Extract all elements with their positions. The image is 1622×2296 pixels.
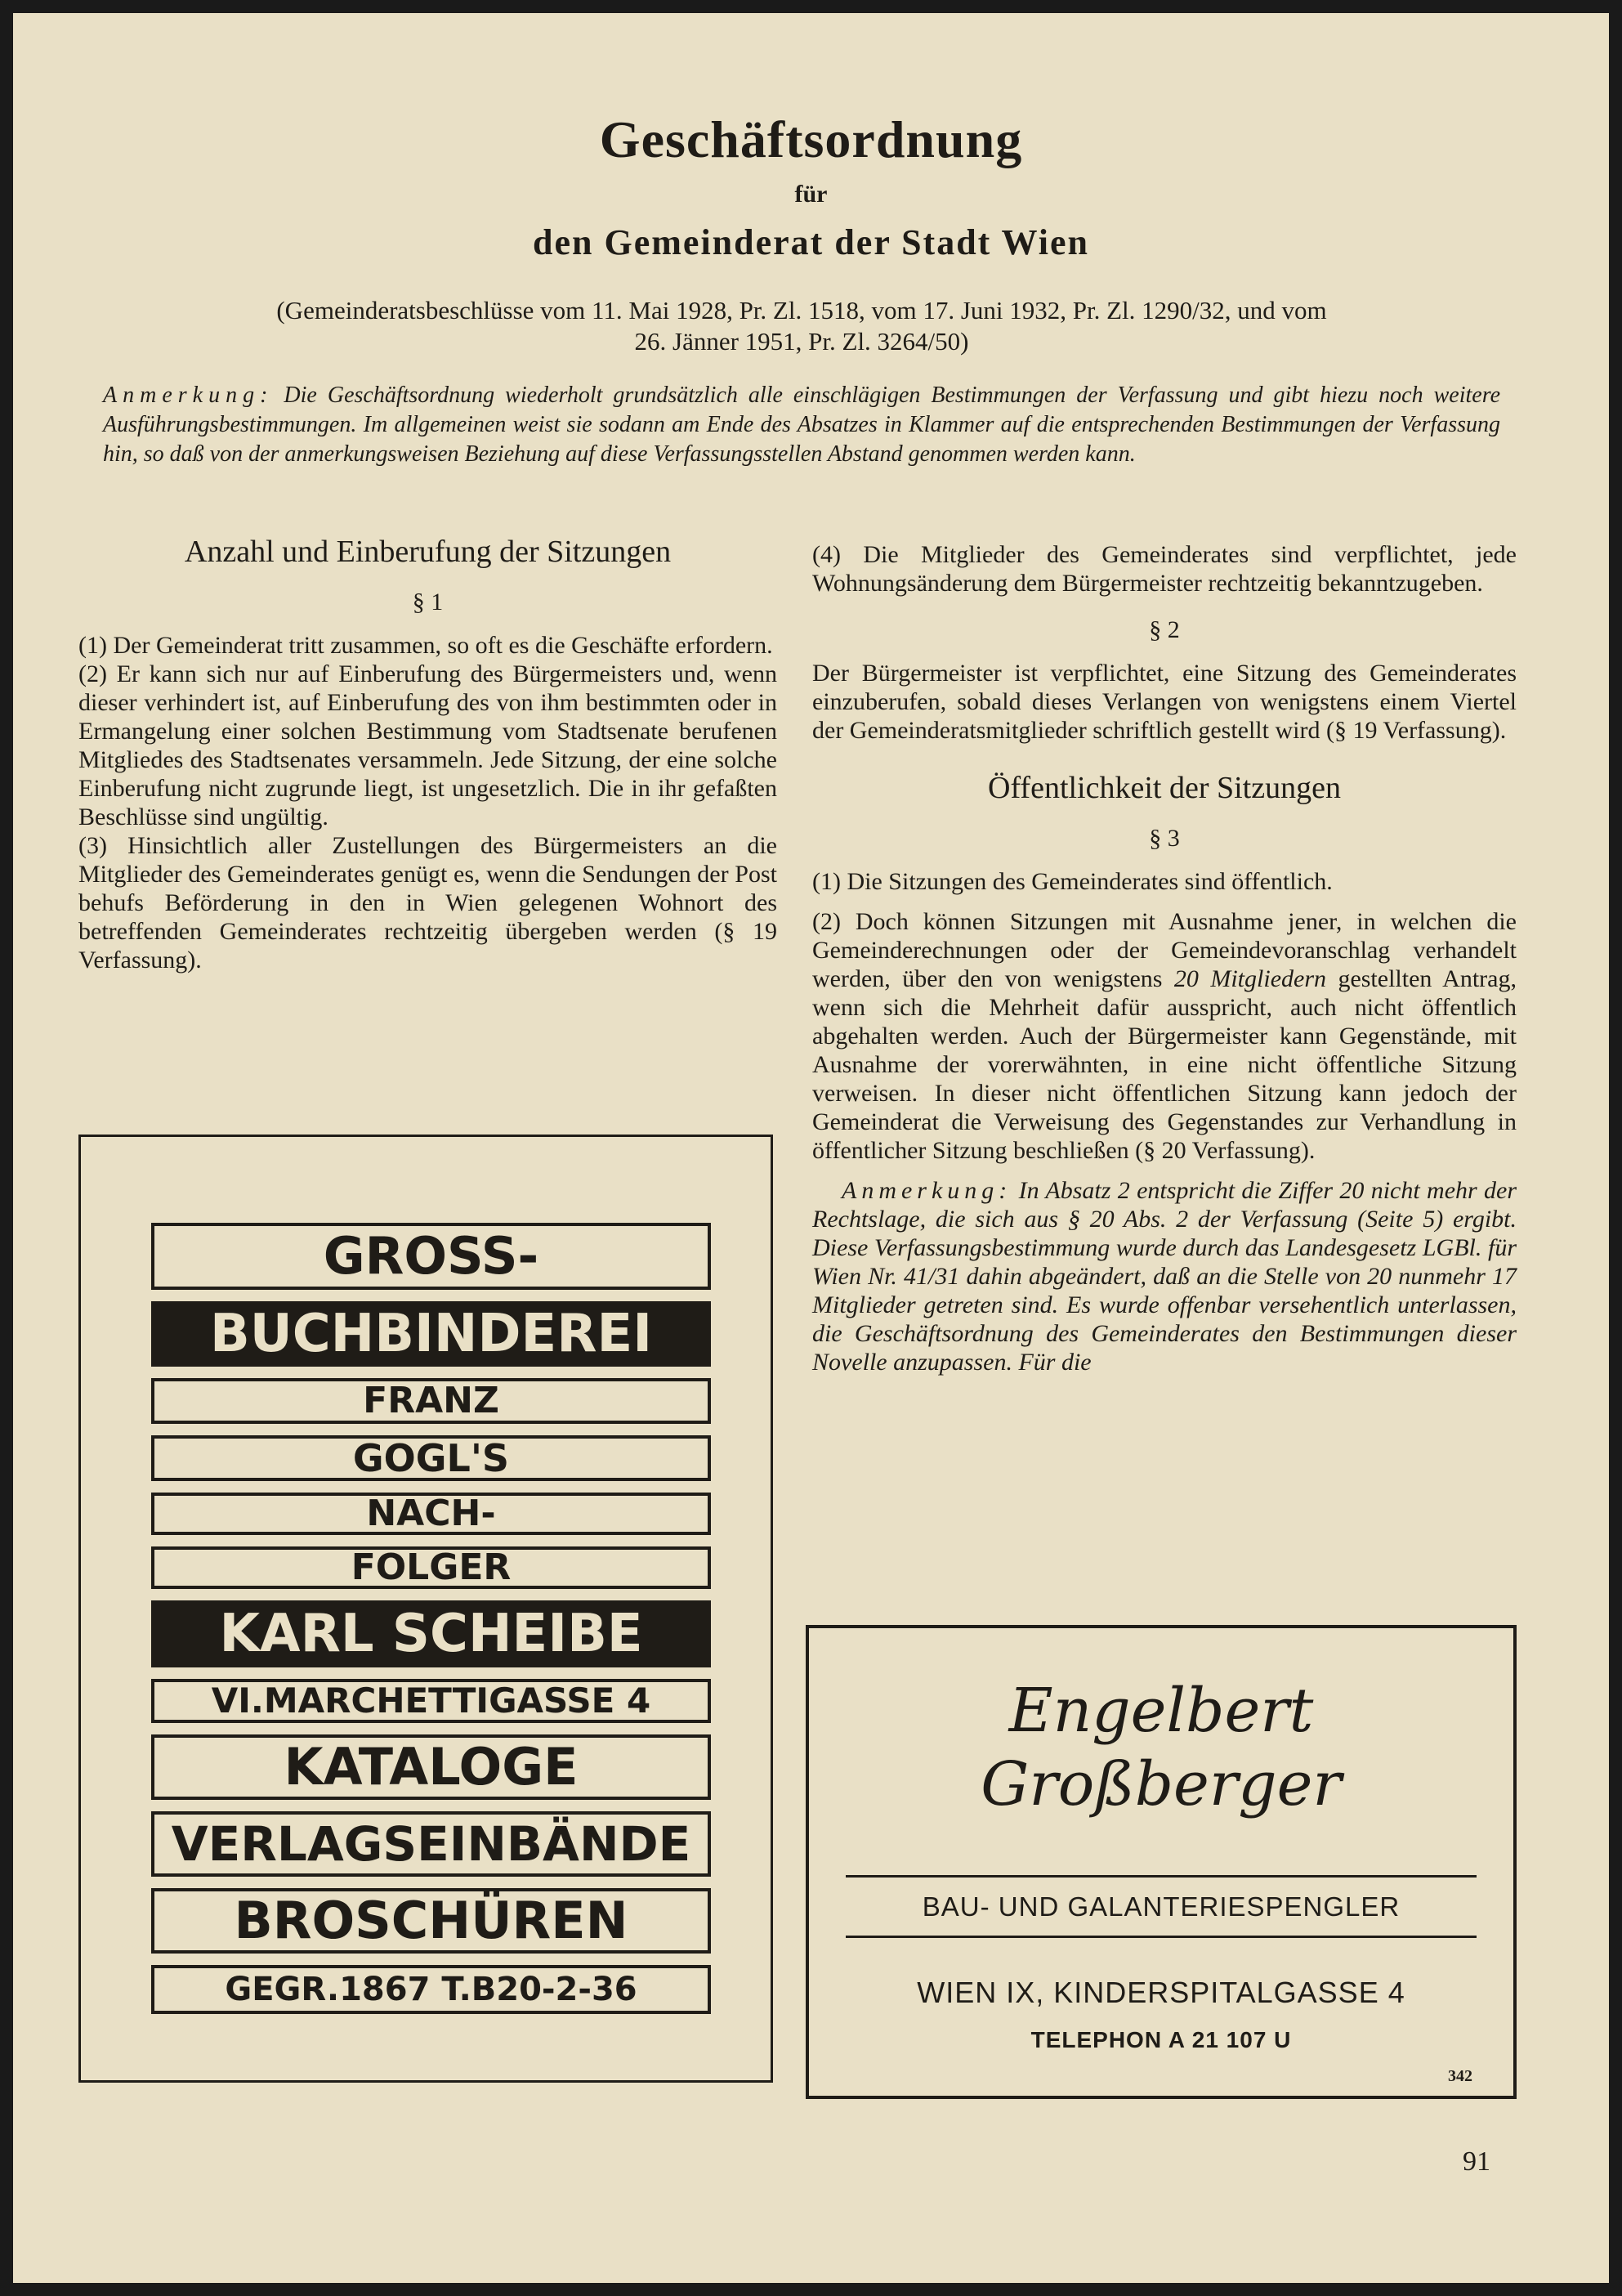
document-page (13, 13, 1609, 2283)
ad-bar-line: BUCHBINDEREI (151, 1301, 711, 1367)
section-number-1: § 1 (412, 589, 444, 615)
section-number-2: § 2 (1149, 616, 1180, 643)
section-heading-sessions: Anzahl und Einberufung der Sitzungen (184, 535, 672, 569)
section-heading-publicity: Öffentlichkeit der Sitzungen (988, 771, 1341, 805)
section-3-note-lead: Anmerkung: (842, 1177, 1012, 1204)
ad-bar-line: GEGR.1867 T.B20-2-36 (151, 1965, 711, 2014)
intro-note-lead: Anmerkung: (103, 383, 274, 408)
ad-bar-line: NACH- (151, 1493, 711, 1535)
ad-bar-line: VI.MARCHETTIGASSE 4 (151, 1679, 711, 1723)
ad-phone: TELEPHON A 21 107 U (1030, 2027, 1292, 2052)
section-3-note (812, 1176, 1517, 1376)
bookbinder-advertisement (78, 1135, 773, 2083)
ad-name-last: Großberger (981, 1749, 1342, 1819)
decisions-line-2: 26. Jänner 1951, Pr. Zl. 3264/50) (634, 327, 969, 356)
paragraph-1-2: (2) Er kann sich nur auf Einberufung des Bürgermeisters und, wenn dieser verhindert ist, auf Einberufung des von ihm bestimmten oder in Ermangelung einer solchen Bestimmung vom Stadtsenate berufenen Mitgliedes des Stadtsenates versammeln. Jede Sitzung, der eine solche Einberufung nicht zugrunde liegt, ist ungesetzlich. Die in ihr gefaßten Beschlüsse sind ungültig. (78, 660, 777, 830)
ad-rule-top (846, 1875, 1477, 1878)
intro-note-text: Die Geschäftsordnung wiederholt grundsätzlich alle einschlägigen Bestimmungen der Verfassung und gibt hiezu noch weitere Ausführungsbestimmungen. Im allgemeinen weist sie sodann am Ende des Absatzes in Klammer auf die entsprechenden Bestimmungen der Verfassung hin, so daß von der anmerkungsweisen Beziehung auf diese Verfassungsstellen Abstand genommen werden kann. (103, 383, 1500, 467)
page-number: 91 (1463, 2146, 1490, 2177)
ad-code: 342 (1448, 2067, 1472, 2085)
decisions-reference (103, 295, 1500, 357)
ad-bar-line: BROSCHÜREN (151, 1888, 711, 1954)
ad-address: WIEN IX, KINDERSPITALGASSE 4 (917, 1976, 1405, 2009)
page-subtitle: den Gemeinderat der Stadt Wien (533, 222, 1089, 262)
paragraph-2: Der Bürgermeister ist verpflichtet, eine Sitzung des Gemeinderates einzuberufen, sobald dieses Verlangen von wenigstens einem Viertel der Gemeinderatsmitglieder schriftlich gestellt wird (§ 19 Verfassung). (812, 660, 1517, 744)
paragraph-3-1: (1) Die Sitzungen des Gemeinderates sind öffentlich. (812, 868, 1333, 895)
ad-bar-line: FOLGER (151, 1546, 711, 1589)
ad-bar-line: FRANZ (151, 1378, 711, 1424)
paragraph-3-2: (2) Doch können Sitzungen mit Ausnahme jener, in welchen die Gemeinderechnungen oder der Gemeindevoranschlag verhandelt werden, über den von wenigstens 20 Mitgliedern gestellten Antrag, wenn sich die Mehrheit dafür ausspricht, auch nicht öffentlich abgehalten werden. Auch der Bürgermeister kann Gegenstände, mit Ausnahme der vorerwähnten, in eine nicht öffentliche Sitzung verweisen. In dieser nicht öffentlichen Sitzung kann jedoch der Gemeinderat die Verweisung des Gegenstandes zur Verhandlung in öffentlicher Sitzung beschließen (§ 20 Verfassung). (812, 908, 1517, 1164)
ad-rule-bottom (846, 1936, 1477, 1938)
intro-note (103, 381, 1500, 469)
paragraph-3-2-emphasis: 20 Mitgliedern (1173, 965, 1326, 992)
ad-bar-line: GROSS- (151, 1223, 711, 1290)
title-fuer: für (794, 181, 828, 208)
paragraph-1-4: (4) Die Mitglieder des Gemeinderates sind verpflichtet, jede Wohnungsänderung dem Bürgermeister rechtzeitig bekanntzugeben. (812, 541, 1517, 597)
section-3-note-text: In Absatz 2 entspricht die Ziffer 20 nicht mehr der Rechtslage, die sich aus § 20 Abs. 2 der Verfassung (Seite 5) ergibt. Diese Verfassungsbestimmung wurde durch das Landesgesetz LGBl. für Wien Nr. 41/31 dahin abgeändert, daß an die Stelle von 20 nunmehr 17 Mitglieder getreten sind. Es wurde offenbar versehentlich unterlassen, die Geschäftsordnung des Gemeinderates den Bestimmungen dieser Novelle anzupassen. Für die (812, 1177, 1517, 1376)
ad-bar-line: GOGL'S (151, 1435, 711, 1481)
ad-name-first: Engelbert (1008, 1676, 1314, 1746)
ad-bar-line: KARL SCHEIBE (151, 1600, 711, 1667)
right-column (812, 540, 1517, 1376)
paragraph-1-3: (3) Hinsichtlich aller Zustellungen des Bürgermeisters an die Mitglieder des Gemeinderates genügt es, wenn die Sendungen der Post behufs Beförderung in den in Wien gelegenen Wohnort des betreffenden Gemeinderates rechtzeitig übergeben werden (§ 19 Verfassung). (78, 832, 777, 973)
ad-bar-line: KATALOGE (151, 1734, 711, 1800)
left-column (78, 535, 777, 974)
decisions-line-1: (Gemeinderatsbeschlüsse vom 11. Mai 1928, Pr. Zl. 1518, vom 17. Juni 1932, Pr. Zl. 1290/32, und vom (276, 296, 1327, 324)
spengler-advertisement (806, 1625, 1517, 2099)
page-title: Geschäftsordnung (599, 110, 1023, 168)
ad-trade: BAU- UND GALANTERIESPENGLER (922, 1891, 1401, 1922)
paragraph-1-1: (1) Der Gemeinderat tritt zusammen, so oft es die Geschäfte erfordern. (78, 632, 773, 659)
ad-bar-line: VERLAGSEINBÄNDE (151, 1811, 711, 1877)
section-number-3: § 3 (1149, 825, 1180, 852)
